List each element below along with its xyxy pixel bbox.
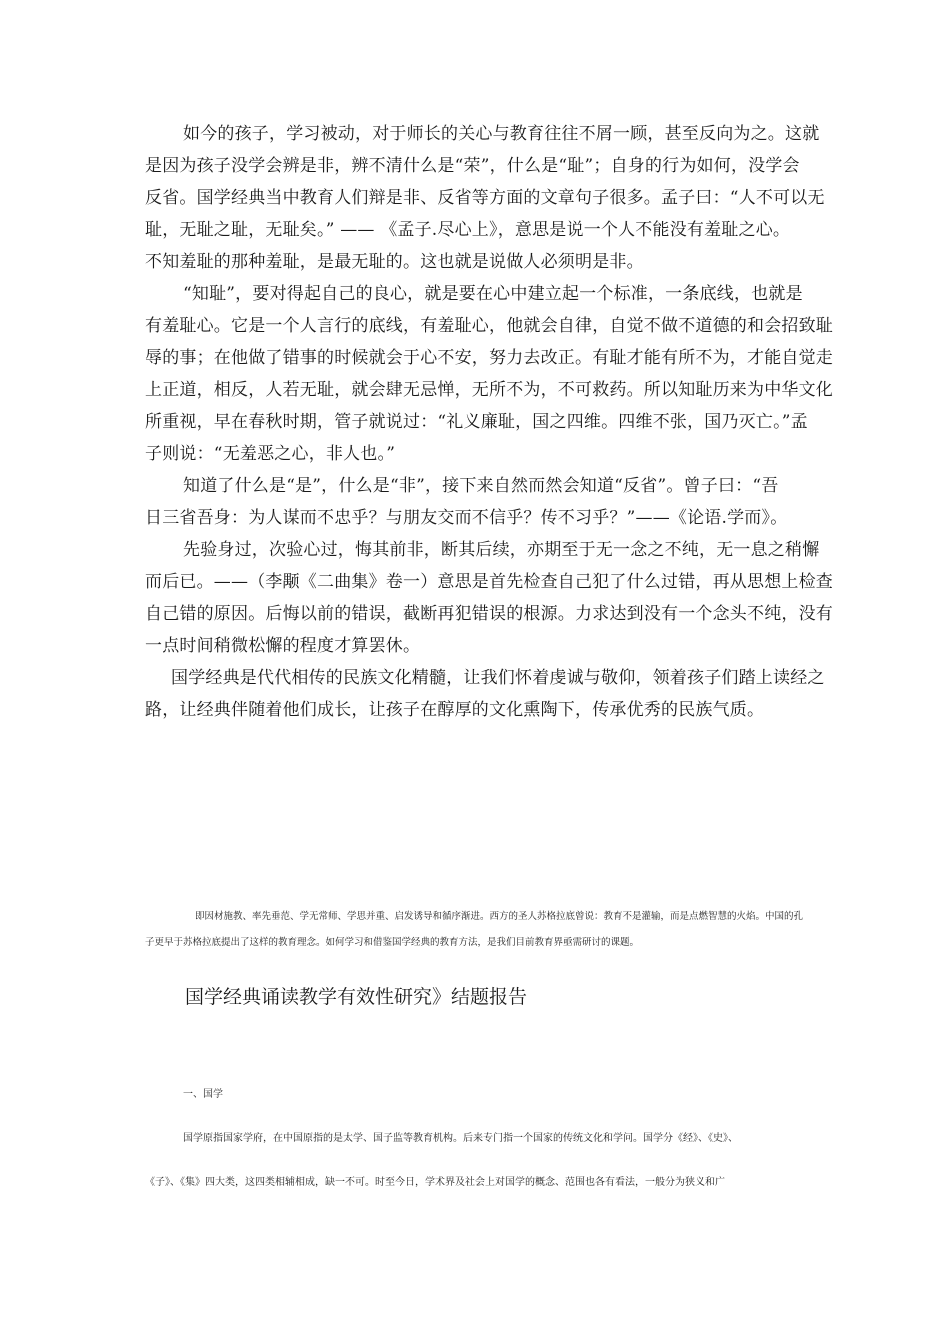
text-line: “知耻”，要对得起自己的良心，就是要在心中建立起一个标准，一条底线，也就是 bbox=[183, 284, 803, 304]
text-line: 如今的孩子，学习被动，对于师长的关心与教育往往不屑一顾，甚至反向为之。这就 bbox=[183, 124, 820, 144]
paragraph-2 bbox=[145, 278, 833, 470]
text-line: 知道了什么是“是”，什么是“非”，接下来自然而然会知道“反省”。曾子曰：“吾 bbox=[183, 476, 779, 496]
text-line: 自己错的原因。后悔以前的错误，截断再犯错误的根源。力求达到没有一个念头不纯，没有 bbox=[145, 604, 833, 624]
report-section bbox=[145, 1082, 810, 1108]
text-line: 子则说：“无羞恶之心，非人也。” bbox=[145, 444, 396, 464]
text-line: 反省。国学经典当中教育人们辩是非、反省等方面的文章句子很多。孟子曰：“人不可以无 bbox=[145, 188, 825, 208]
paragraph-3 bbox=[145, 470, 810, 534]
report-body-continued bbox=[145, 1170, 810, 1196]
report-line: 国学原指国家学府，在中国原指的是太学、国子监等教育机构。后来专门指一个国家的传统文化和学问。国学分《经》、《史》、 bbox=[183, 1133, 738, 1144]
text-line: 辱的事；在他做了错事的时候就会于心不安，努力去改正。有耻才能有所不为，才能自觉走 bbox=[145, 348, 833, 368]
note-line: 即因材施教、率先垂范、学无常师、学思并重、启发诱导和循序渐进。西方的圣人苏格拉底曾说：教育不是灌输，而是点燃智慧的火焰。中国的孔 bbox=[195, 911, 804, 922]
small-note bbox=[145, 904, 810, 956]
text-line: 先验身过，次验心过，悔其前非，断其后续，亦期至于无一念之不纯，无一息之稍懈 bbox=[183, 540, 820, 560]
text-line: 日三省吾身：为人谋而不忠乎？与朋友交而不信乎？传不习乎？”——《论语.学而》。 bbox=[145, 508, 788, 528]
text-line: 而后已。——（李颙《二曲集》卷一）意思是首先检查自己犯了什么过错，再从思想上检查 bbox=[145, 572, 833, 592]
paragraph-4 bbox=[145, 534, 833, 662]
text-line: 一点时间稍微松懈的程度才算罢休。 bbox=[145, 636, 421, 656]
text-line: 路，让经典伴随着他们成长，让孩子在醇厚的文化熏陶下，传承优秀的民族气质。 bbox=[145, 700, 765, 720]
paragraph-1 bbox=[145, 118, 825, 278]
text-line: 上正道，相反，人若无耻，就会肆无忌惮，无所不为，不可救药。所以知耻历来为中华文化 bbox=[145, 380, 833, 400]
report-body bbox=[145, 1126, 810, 1152]
text-line: 国学经典是代代相传的民族文化精髓，让我们怀着虔诚与敬仰，领着孩子们踏上读经之 bbox=[171, 668, 825, 688]
report-title: 国学经典诵读教学有效性研究》结题报告 bbox=[185, 986, 528, 1008]
article-body bbox=[145, 118, 833, 726]
note-line: 子更早于苏格拉底提出了这样的教育理念。如何学习和借鉴国学经典的教育方法，是我们目前教育界亟需研讨的课题。 bbox=[145, 937, 640, 948]
text-line: 是因为孩子没学会辨是非，辨不清什么是“荣”，什么是“耻”；自身的行为如何，没学会 bbox=[145, 156, 800, 176]
text-line: 有羞耻心。它是一个人言行的底线，有羞耻心，他就会自律，自觉不做不道德的和会招致耻 bbox=[145, 316, 833, 336]
text-line: 耻，无耻之耻，无耻矣。” —— 《孟子.尽心上》，意思是说一个人不能没有羞耻之心。 bbox=[145, 220, 791, 240]
paragraph-5 bbox=[145, 662, 825, 726]
text-line: 所重视，早在春秋时期，管子就说过：“礼义廉耻，国之四维。四维不张，国乃灭亡。”孟 bbox=[145, 412, 808, 432]
section-heading: 一、国学 bbox=[183, 1089, 223, 1100]
text-line: 不知羞耻的那种羞耻，是最无耻的。这也就是说做人必须明是非。 bbox=[145, 252, 644, 272]
report-line: 《子》、《集》四大类，这四类相辅相成，缺一不可。时至今日，学术界及社会上对国学的概念、范围也各有看法，一般分为狭义和广 bbox=[145, 1177, 725, 1188]
